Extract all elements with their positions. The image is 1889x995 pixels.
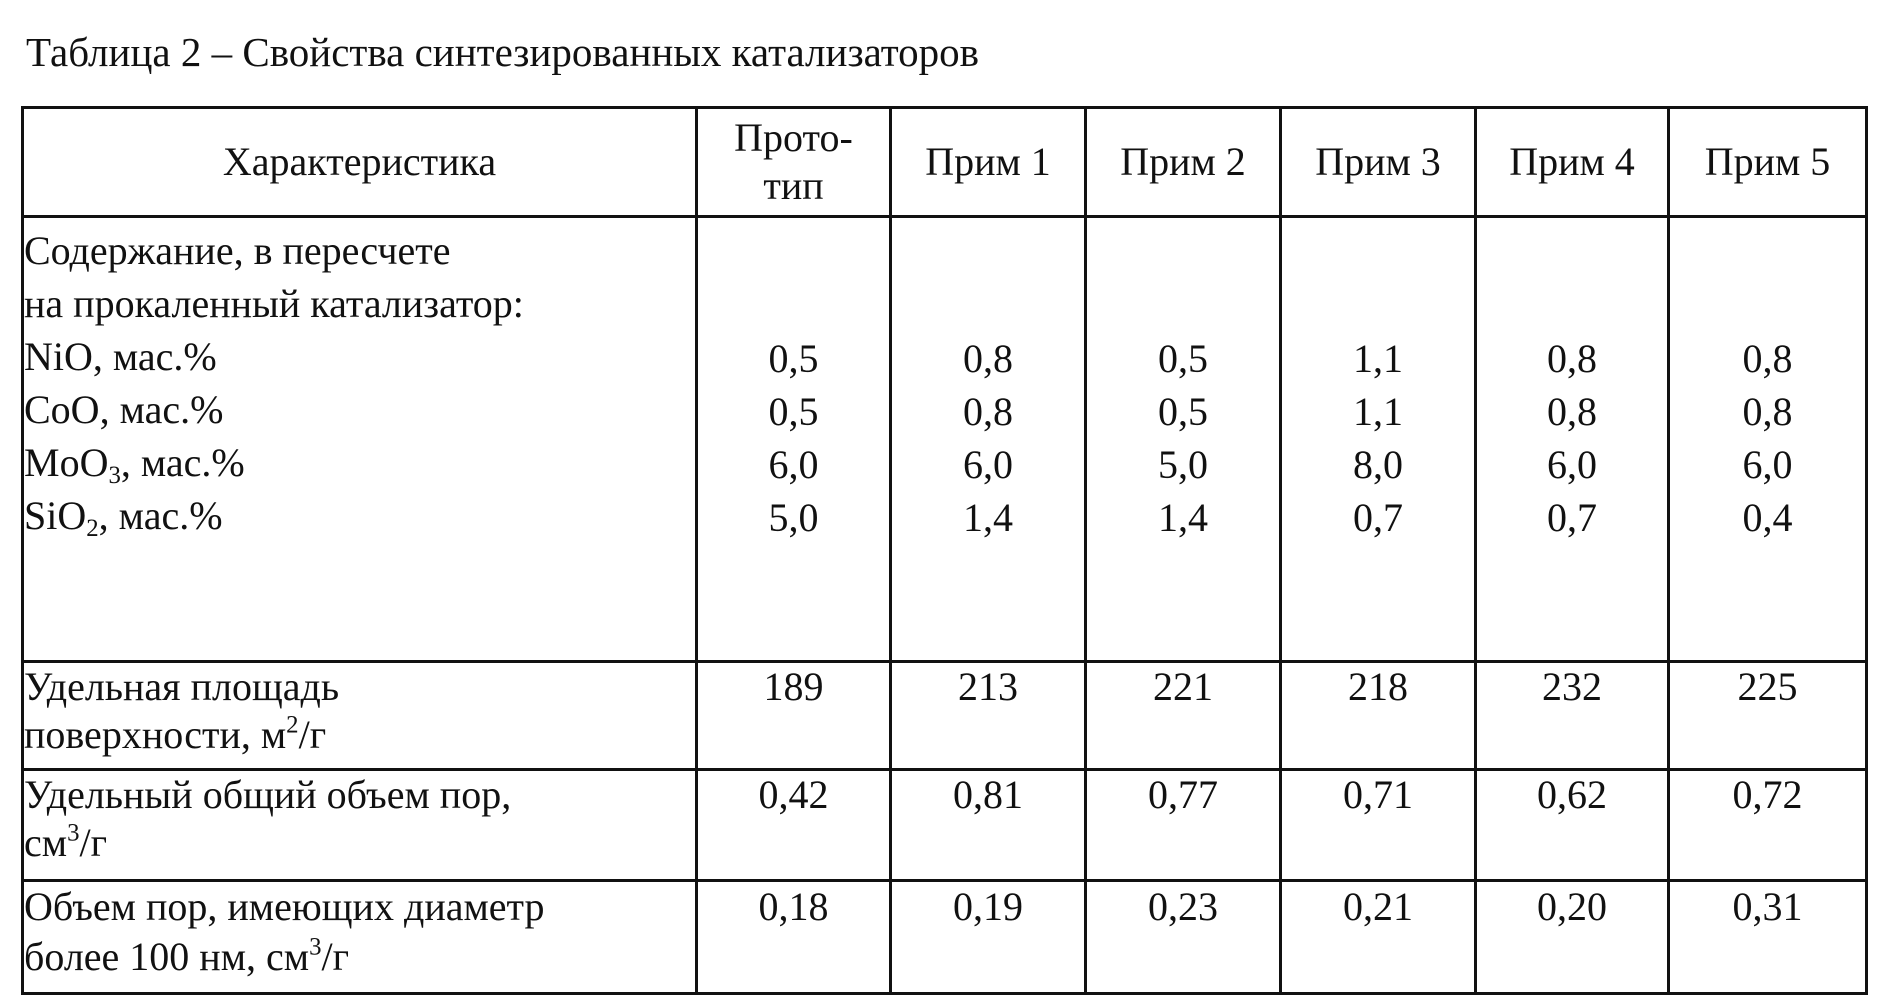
header-characteristic: Характеристика — [23, 108, 697, 217]
header-example-3: Прим 3 — [1281, 108, 1476, 217]
large-pore-volume-label: Объем пор, имеющих диаметр более 100 нм, $см^3/г$ — [23, 881, 697, 994]
composition-values-example-3: 1,1 1,1 8,0 0,7 — [1281, 217, 1476, 662]
nio-label: NiO, мас.% — [24, 334, 217, 379]
table-caption: Таблица 2 – Свойства синтезированных катализаторов — [26, 29, 980, 75]
total-pore-volume-example-5: 0,72 — [1669, 770, 1867, 881]
coo-label: CoO, мас.% — [24, 387, 224, 432]
composition-values-example-1: 0,8 0,8 6,0 1,4 — [891, 217, 1086, 662]
composition-intro-line2: на прокаленный катализатор: — [24, 281, 524, 326]
total-pore-volume-example-4: 0,62 — [1476, 770, 1669, 881]
large-pore-volume-example-3: 0,21 — [1281, 881, 1476, 994]
surface-area-example-4: 232 — [1476, 662, 1669, 770]
large-pore-volume-example-2: 0,23 — [1086, 881, 1281, 994]
header-prototype — [697, 108, 891, 217]
composition-values-example-4: 0,8 0,8 6,0 0,7 — [1476, 217, 1669, 662]
large-pore-volume-example-1: 0,19 — [891, 881, 1086, 994]
table-header-row — [23, 108, 1867, 217]
surface-area-example-5: 225 — [1669, 662, 1867, 770]
large-pore-volume-prototype: 0,18 — [697, 881, 891, 994]
composition-values-example-2: 0,5 0,5 5,0 1,4 — [1086, 217, 1281, 662]
catalyst-properties-table — [21, 106, 1868, 995]
total-pore-volume-example-2: 0,77 — [1086, 770, 1281, 881]
header-prototype-line2: тип — [763, 163, 824, 208]
moo3-label: MoO$_3$, мас.% — [24, 440, 245, 489]
header-example-2: Прим 2 — [1086, 108, 1281, 217]
surface-area-label: Удельная площадь поверхности, $м^2/г$ — [23, 662, 697, 770]
surface-area-example-1: 213 — [891, 662, 1086, 770]
header-prototype-line1: Прото- — [734, 115, 853, 160]
header-example-4: Прим 4 — [1476, 108, 1669, 217]
composition-values-prototype: 0,5 0,5 6,0 5,0 — [697, 217, 891, 662]
table-row-large-pore-volume — [23, 881, 1867, 994]
header-example-5: Прим 5 — [1669, 108, 1867, 217]
composition-intro-line1: Содержание, в пересчете — [24, 228, 451, 273]
composition-label-cell — [23, 217, 697, 662]
table-row-composition — [23, 217, 1867, 662]
large-pore-volume-example-5: 0,31 — [1669, 881, 1867, 994]
header-example-1: Прим 1 — [891, 108, 1086, 217]
surface-area-example-2: 221 — [1086, 662, 1281, 770]
total-pore-volume-example-3: 0,71 — [1281, 770, 1476, 881]
total-pore-volume-example-1: 0,81 — [891, 770, 1086, 881]
large-pore-volume-example-4: 0,20 — [1476, 881, 1669, 994]
table-row-surface-area — [23, 662, 1867, 770]
composition-values-example-5: 0,8 0,8 6,0 0,4 — [1669, 217, 1867, 662]
total-pore-volume-label: Удельный общий объем пор, $см^3/г$ — [23, 770, 697, 881]
sio2-label: SiO$_2$, мас.% — [24, 493, 223, 542]
surface-area-example-3: 218 — [1281, 662, 1476, 770]
table-row-total-pore-volume — [23, 770, 1867, 881]
surface-area-prototype: 189 — [697, 662, 891, 770]
total-pore-volume-prototype: 0,42 — [697, 770, 891, 881]
